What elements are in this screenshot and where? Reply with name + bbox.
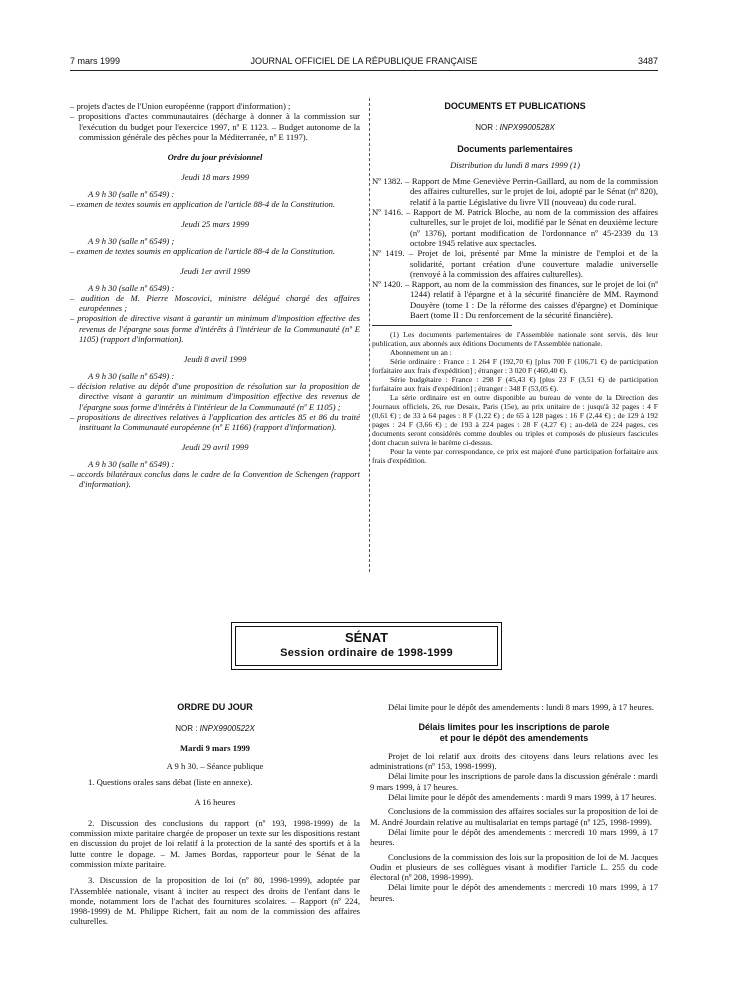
header-date: 7 mars 1999 — [70, 56, 121, 66]
day-time: A 9 h 30 (salle nº 6549) : — [88, 458, 175, 469]
intro-item-2: – propositions d'actes communautaires (décharge à donner à la commission sur l'exécution du budget pour l'exercice 1997, nº E 1123. – Budget autonome de la commission générale des pêches pour la Méditerranée, nº E 1197). — [70, 111, 360, 142]
day-date: Jeudi 29 avril 1999 — [181, 442, 249, 453]
left-bottom-column — [70, 702, 360, 927]
agenda-item-2: 2. Discussion des conclusions du rapport (nº 193, 1998-1999) de la commission mixte paritaire chargée de proposer un texte sur les dispositions restant en discussion du projet de loi relatif à la protection de la santé des sportifs et à la lutte contre le dopage. – M. James Bordas, rapporteur pour le Sénat de la commission mixte paritaire. — [70, 817, 360, 869]
column-separator — [369, 98, 370, 572]
documents-subtitle: Documents parlementaires — [457, 143, 573, 154]
day-item: – examen de textes soumis en application de l'article 88-4 de la Constitution. — [70, 199, 336, 210]
document-entry: Nº 1382. – Rapport de Mme Geneviève Perrin-Gaillard, au nom de la commission des affaires culturelles, sur le projet de loi, adopté par le Sénat (nº 820), relatif à la partie Législative du livre VII (nouveau) du code rural. — [372, 176, 658, 207]
delai-para: Projet de loi relatif aux droits des citoyens dans leurs relations avec les administrations (nº 153, 1998-1999). — [370, 750, 658, 772]
delai-para: Conclusions de la commission des affaires sociales sur la proposition de loi de M. André Jourdain relative au multisalariat en temps partagé (nº 125, 1998-1999). — [370, 806, 658, 827]
footnote-text: Série budgétaire : France : 298 F (45,43 €) [plus 23 F (3,51 €) de participation forfaitaire aux frais d'expédition] ; étranger : 348 F (53,05 €). — [372, 375, 658, 394]
footnote-rule — [372, 325, 512, 326]
ordre-du-jour-title: ORDRE DU JOUR — [177, 702, 253, 712]
afternoon-time: A 16 heures — [194, 797, 236, 808]
footnote — [372, 330, 658, 465]
day-item: – accords bilatéraux conclus dans le cadre de la Convention de Schengen (rapport d'information). — [70, 469, 360, 490]
nor-value: INPX9900528X — [499, 123, 555, 133]
delais-title-line1: Délais limites pour les inscriptions de parole — [418, 722, 610, 733]
ordre-title: Ordre du jour prévisionnel — [167, 152, 263, 163]
delai-para: Conclusions de la commission des lois sur la proposition de loi de M. Jacques Oudin et plusieurs de ses collègues visant à modifier l'article L. 255 du code électoral (nº 208, 1998-1999). — [370, 851, 658, 883]
header-rule — [70, 70, 658, 71]
nor-reference — [372, 123, 658, 133]
agenda-item-1: 1. Questions orales sans débat (liste en annexe). — [88, 777, 253, 788]
journal-title: JOURNAL OFFICIEL DE LA RÉPUBLIQUE FRANÇAISE — [250, 56, 478, 66]
delai-top: Délai limite pour le dépôt des amendements : lundi 8 mars 1999, à 17 heures. — [388, 702, 654, 712]
session-date: Mardi 9 mars 1999 — [180, 742, 250, 753]
senat-banner — [231, 622, 502, 670]
delai-para: Délai limite pour le dépôt des amendements : mercredi 10 mars 1999, à 17 heures. — [370, 826, 658, 848]
intro-item-1: – projets d'actes de l'Union européenne (rapport d'information) ; — [70, 101, 291, 111]
delais-title-line2: et pour le dépôt des amendements — [439, 732, 589, 743]
delai-para: Délai limite pour les inscriptions de parole dans la discussion générale : mardi 9 mars 1999, à 17 heures. — [370, 771, 658, 792]
nor-reference — [70, 724, 360, 734]
distribution-date: Distribution du lundi 8 mars 1999 (1) — [450, 159, 580, 170]
delai-para: Délai limite pour le dépôt des amendements : mercredi 10 mars 1999, à 17 heures. — [370, 882, 658, 903]
delai-para: Délai limite pour le dépôt des amendements : mardi 9 mars 1999, à 17 heures. — [388, 792, 657, 803]
day-time: A 9 h 30 (salle nº 6549) : — [88, 188, 175, 199]
right-bottom-column — [370, 702, 658, 903]
footnote-text: Abonnement un an : — [390, 348, 452, 358]
day-item: – décision relative au dépôt d'une proposition de résolution sur la proposition de directive visant à garantir un minimum d'imposition effective des revenus de l'épargne sous forme d'intérêts à l'intérieur de la Communauté (nº E 1105) ; — [70, 380, 360, 412]
footnote-text: (1) Les documents parlementaires de l'Assemblée nationale sont servis, dès leur publication, aux abonnés aux éditions Documents de l'Assemblée nationale. — [372, 330, 658, 349]
day-item: – propositions de directives relatives à l'application des articles 85 et 86 du traité instituant la Communauté européenne (nº E 1166) (rapport d'information). — [70, 411, 360, 433]
documents-title: DOCUMENTS ET PUBLICATIONS — [444, 101, 586, 111]
day-time: A 9 h 30 (salle nº 6549) : — [88, 282, 175, 293]
day-date: Jeudi 25 mars 1999 — [180, 219, 250, 230]
page-header — [70, 56, 658, 70]
senat-title: SÉNAT — [344, 630, 389, 645]
document-entry: Nº 1416. – Rapport de M. Patrick Bloche, au nom de la commission des affaires culturelles, sur le projet de loi, modifié par le Sénat en deuxième lecture (nº 1376), portant modification de l'ordonnance nº 45-2339 du 13 octobre 1945 relative aux spectacles. — [372, 207, 658, 248]
senat-subtitle: Session ordinaire de 1998-1999 — [280, 647, 453, 659]
day-item: – proposition de directive visant à garantir un minimum d'imposition effective des revenus de l'épargne sous forme d'intérêts à l'intérieur de la Communauté (nº E 1105) (rapport d'information). — [70, 313, 360, 345]
day-date: Jeudi 8 avril 1999 — [183, 354, 247, 365]
session-time: A 9 h 30. – Séance publique — [166, 760, 264, 771]
footnote-text: La série ordinaire est en outre disponible au bureau de vente de la Direction des Journaux officiels, 26, rue Desaix, Paris (15e), au prix unitaire de : jusqu'à 32 pages : 4 F (0,61 €) ; de 33 à 64 pages : 8 F (1,22 €) ; de 65 à 128 pages : 16 F (2,44 €) ; de 129 à 192 pages : 24 F (3,66 €) ; de 193 à 224 pages : 28 F (4,27 €) ; au-delà de 224 pages, ces documents seront considérés comme doubles ou triples et composés de plusieurs fascicules dont chacun suivra le barème ci-dessus. — [372, 393, 658, 448]
day-item: – examen de textes soumis en application de l'article 88-4 de la Constitution. — [70, 245, 336, 256]
agenda-item-3: 3. Discussion de la proposition de loi (nº 80, 1998-1999), adoptée par l'Assemblée nationale, visant à inciter au respect des droits de l'enfant dans le monde, notamment lors de l'achat des fournitures scolaires. – Rapport (nº 224, 1998-1999) de M. Philippe Richert, fait au nom de la commission des affaires culturelles. — [70, 875, 360, 927]
day-date: Jeudi 1er avril 1999 — [180, 266, 250, 277]
footnote-text: Série ordinaire : France : 1 264 F (192,70 €) [plus 700 F (106,71 €) de participation forfaitaire aux frais d'expédition] ; étranger : 3 020 F (460,40 €). — [372, 357, 658, 376]
document-entry: Nº 1419. – Projet de loi, présenté par Mme la ministre de l'emploi et de la solidarité, portant création d'une couverture maladie universelle (renvoyé à la commission des affaires culturelles). — [372, 248, 658, 279]
right-top-column — [372, 101, 658, 465]
day-time: A 9 h 30 (salle nº 6549) : — [88, 370, 175, 381]
left-top-column — [70, 101, 360, 490]
day-item: – audition de M. Pierre Moscovici, ministre délégué chargé des affaires européennes ; — [70, 292, 360, 314]
nor-value: INPX9900522X — [199, 724, 255, 734]
page-number: 3487 — [637, 56, 658, 66]
nor-label: NOR : — [475, 123, 498, 133]
day-time: A 9 h 30 (salle nº 6549) ; — [88, 235, 175, 246]
nor-label: NOR : — [175, 724, 198, 734]
day-date: Jeudi 18 mars 1999 — [180, 172, 250, 183]
document-entry: Nº 1420. – Rapport, au nom de la commission des finances, sur le projet de loi (nº 1244) relatif à l'épargne et à la sécurité financière de MM. Raymond Douyère (tome I : De la réforme des caisses d'épargne) et Dominique Baert (tome II : Du renforcement de la sécurité financière). — [372, 279, 658, 321]
footnote-text: Pour la vente par correspondance, ce prix est majoré d'une participation forfaitaire aux frais d'expédition. — [372, 447, 658, 466]
